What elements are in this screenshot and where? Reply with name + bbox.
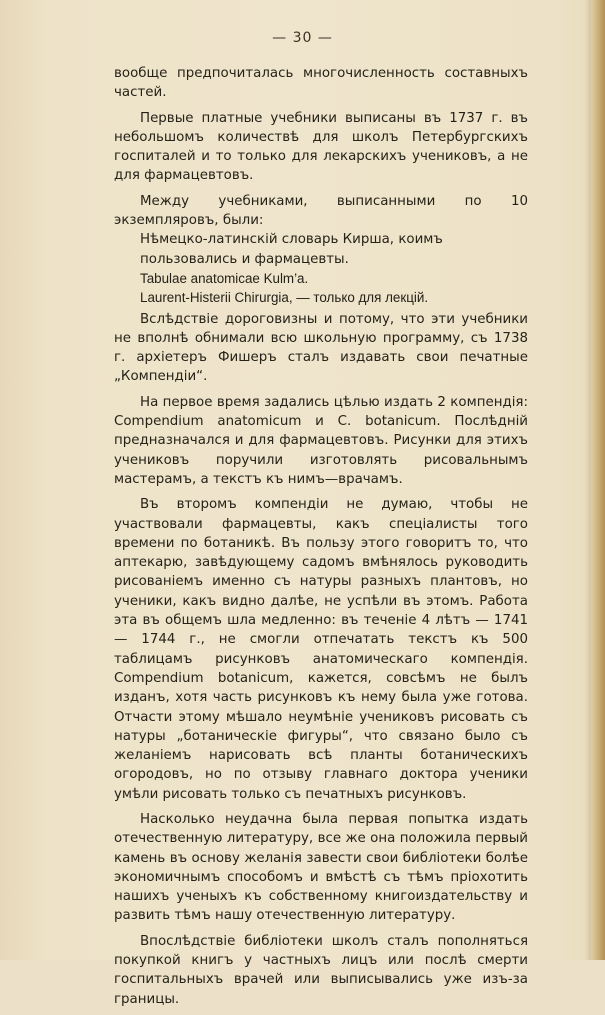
- paragraph-4: Вслѣдствіе дороговизны и потому, что эти учебники не вполнѣ обнимали всю школьную программу, съ 1738 г. архіетеръ Фишеръ сталъ издавать свои печатные „Компендіи“.: [114, 311, 528, 385]
- paragraph-1: вообще предпочиталась многочисленность составныхъ частей.: [114, 66, 528, 101]
- paragraph-2: Первые платные учебники выписаны въ 1737 г. въ небольшомъ количествѣ для школъ Петербургскихъ госпиталей и то только для лекарскихъ учениковъ, а не для фармацевтовъ.: [114, 110, 528, 184]
- paragraph-7: Насколько неудачна была первая попытка издать отечественную литературу, все же она положила первый камень въ основу желанія завести свои библіотеки болѣе экономичнымъ способомъ и вмѣстѣ съ тѣмъ пріохотить нашихъ ученыхъ къ собственному книгоиздательству и развить тѣмъ нашу отечественную литературу.: [114, 811, 528, 924]
- list-item: Нѣмецко-латинскій словарь Кирша, коимъ пользовались и фармацевты.: [140, 232, 443, 267]
- list-item: Tabulae anatomicae Kulm’a.: [140, 270, 309, 286]
- paragraph-5: На первое время задались цѣлью издать 2 компендія: Compendium anatomicum и C. botanicum. Послѣдній предназначался и для фармацевтовъ. Рисунки для этихъ учениковъ поручили изготовлять рисовальнымъ мастерамъ, а текстъ къ нимъ—врачамъ.: [114, 394, 528, 487]
- textbook-list: [114, 230, 528, 307]
- list-item: Laurent-Histerii Chirurgia, — только для лекцій.: [140, 290, 429, 306]
- page-edge: [591, 0, 605, 960]
- paragraph-3: Между учебниками, выписанными по 10 экземпляровъ, были:: [114, 193, 528, 229]
- page-body: [114, 64, 528, 1015]
- paragraph-8: Впослѣдствіе библіотеки школъ сталъ пополняться покупкой книгъ у частныхъ лицъ или послѣ смерти госпитальныхъ врачей или выписывались уже изъ-за границы.: [114, 933, 528, 1007]
- page-number: — 30 —: [272, 30, 333, 46]
- paragraph-6: Въ второмъ компендіи не думаю, чтобы не участвовали фармацевты, какъ спеціалисты того времени по ботаникѣ. Въ пользу этого говоритъ то, что аптекарю, завѣдующему садомъ вмѣнялось руководить рисованіемъ именно съ натуры разныхъ плантовъ, но ученики, какъ видно далѣе, не успѣли въ этомъ. Работа эта въ общемъ шла медленно: въ теченіе 4 лѣтъ — 1741 — 1744 г., не смогли отпечатать текстъ къ 500 таблицамъ рисунковъ анатомическаго компендія. Compendium botanicum, кажется, совсѣмъ не былъ изданъ, хотя часть рисунковъ къ нему была уже готова. Отчасти этому мѣшало неумѣніе учениковъ рисовать съ натуры „ботаническіе фигуры“, что связано было съ желаніемъ нарисовать всѣ планты ботаническихъ огородовъ, но по отзыву главнаго доктора ученики умѣли рисовать только съ печатныхъ рисунковъ.: [114, 497, 528, 802]
